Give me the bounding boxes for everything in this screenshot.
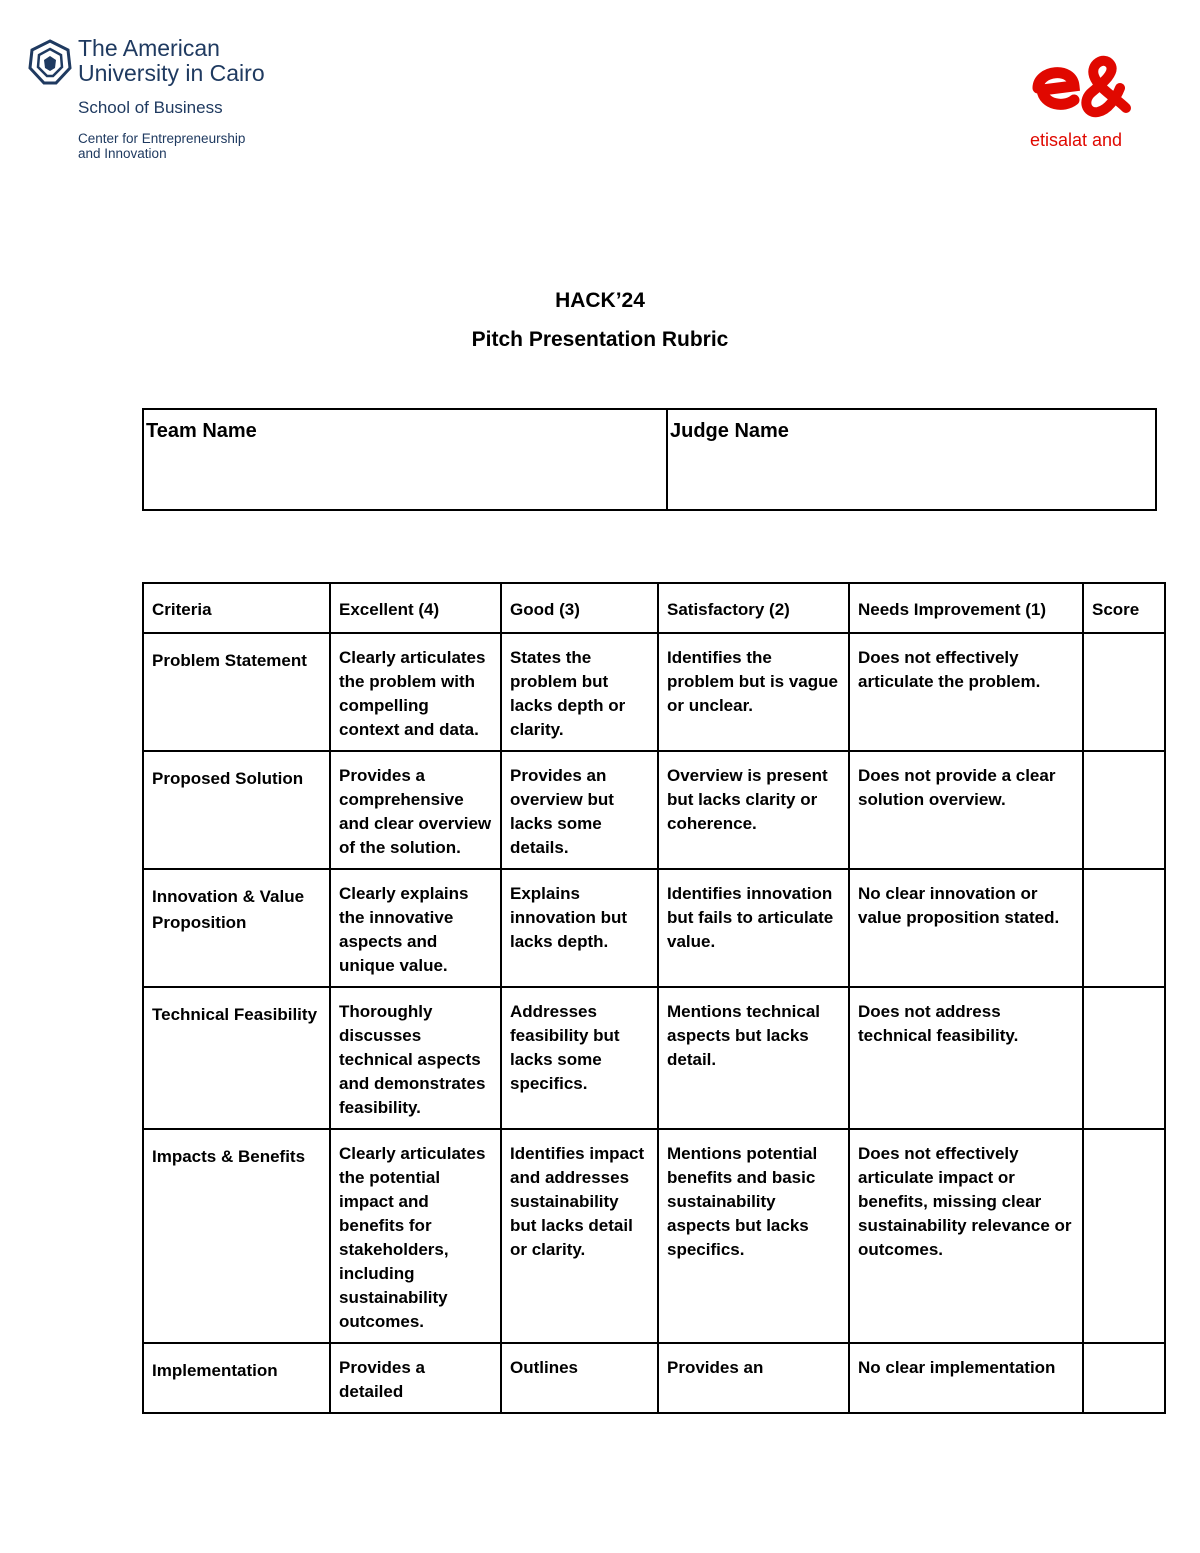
e-and-mark-icon [1028,50,1132,120]
auc-name-line2: University in Cairo [78,60,265,86]
criteria-cell: Implementation [143,1343,330,1413]
score-cell[interactable] [1083,751,1165,869]
score-cell[interactable] [1083,869,1165,987]
judge-name-label: Judge Name [670,420,789,442]
excellent-cell: Provides a comprehensive and clear overview of the solution. [330,751,501,869]
score-cell[interactable] [1083,1129,1165,1343]
needs-improvement-cell: Does not address technical feasibility. [849,987,1083,1129]
satisfactory-cell: Provides an [658,1343,849,1413]
auc-name [78,36,265,86]
good-cell: Outlines [501,1343,658,1413]
criteria-cell: Innovation & Value Proposition [143,869,330,987]
header-good: Good (3) [501,583,658,633]
header-satisfactory: Satisfactory (2) [658,583,849,633]
auc-center-line2: and Innovation [78,146,167,161]
auc-logo [26,36,326,166]
table-row [143,633,1165,751]
header-score: Score [1083,583,1165,633]
satisfactory-cell: Identifies innovation but fails to articulate value. [658,869,849,987]
satisfactory-cell: Mentions potential benefits and basic sustainability aspects but lacks specifics. [658,1129,849,1343]
table-row [143,1129,1165,1343]
satisfactory-cell: Overview is present but lacks clarity or coherence. [658,751,849,869]
needs-improvement-cell: Does not effectively articulate the problem. [849,633,1083,751]
document-title: HACK’24 [555,289,645,312]
table-row [143,869,1165,987]
excellent-cell: Clearly articulates the potential impact and benefits for stakeholders, including sustainability outcomes. [330,1129,501,1343]
header-criteria: Criteria [143,583,330,633]
score-cell[interactable] [1083,1343,1165,1413]
table-row [143,987,1165,1129]
team-name-cell[interactable] [143,409,667,510]
etisalat-and-logo [1020,50,1150,160]
good-cell: Identifies impact and addresses sustainability but lacks detail or clarity. [501,1129,658,1343]
satisfactory-cell: Identifies the problem but is vague or unclear. [658,633,849,751]
rubric-header-row [143,583,1165,633]
header-needs-improvement: Needs Improvement (1) [849,583,1083,633]
needs-improvement-cell: No clear innovation or value proposition stated. [849,869,1083,987]
satisfactory-cell: Mentions technical aspects but lacks detail. [658,987,849,1129]
auc-center [78,131,318,161]
criteria-cell: Technical Feasibility [143,987,330,1129]
names-table [142,408,1157,511]
criteria-cell: Impacts & Benefits [143,1129,330,1343]
rubric-table [142,582,1166,1414]
excellent-cell: Clearly articulates the problem with compelling context and data. [330,633,501,751]
excellent-cell: Thoroughly discusses technical aspects and demonstrates feasibility. [330,987,501,1129]
good-cell: Explains innovation but lacks depth. [501,869,658,987]
good-cell: States the problem but lacks depth or clarity. [501,633,658,751]
score-cell[interactable] [1083,987,1165,1129]
criteria-cell: Problem Statement [143,633,330,751]
needs-improvement-cell: Does not provide a clear solution overview. [849,751,1083,869]
etisalat-and-wordmark: etisalat and [1030,130,1123,150]
auc-school: School of Business [78,98,223,117]
needs-improvement-cell: No clear implementation [849,1343,1083,1413]
excellent-cell: Provides a detailed [330,1343,501,1413]
header-excellent: Excellent (4) [330,583,501,633]
criteria-cell: Proposed Solution [143,751,330,869]
good-cell: Provides an overview but lacks some details. [501,751,658,869]
good-cell: Addresses feasibility but lacks some specifics. [501,987,658,1129]
auc-center-line1: Center for Entrepreneurship [78,131,246,146]
auc-name-line1: The American [78,35,220,61]
team-name-label: Team Name [146,420,257,442]
document-subtitle: Pitch Presentation Rubric [471,328,729,351]
score-cell[interactable] [1083,633,1165,751]
table-row [143,1343,1165,1413]
auc-emblem-icon [26,38,74,86]
table-row [143,751,1165,869]
excellent-cell: Clearly explains the innovative aspects and unique value. [330,869,501,987]
needs-improvement-cell: Does not effectively articulate impact or benefits, missing clear sustainability relevance or outcomes. [849,1129,1083,1343]
judge-name-cell[interactable] [667,409,1156,510]
